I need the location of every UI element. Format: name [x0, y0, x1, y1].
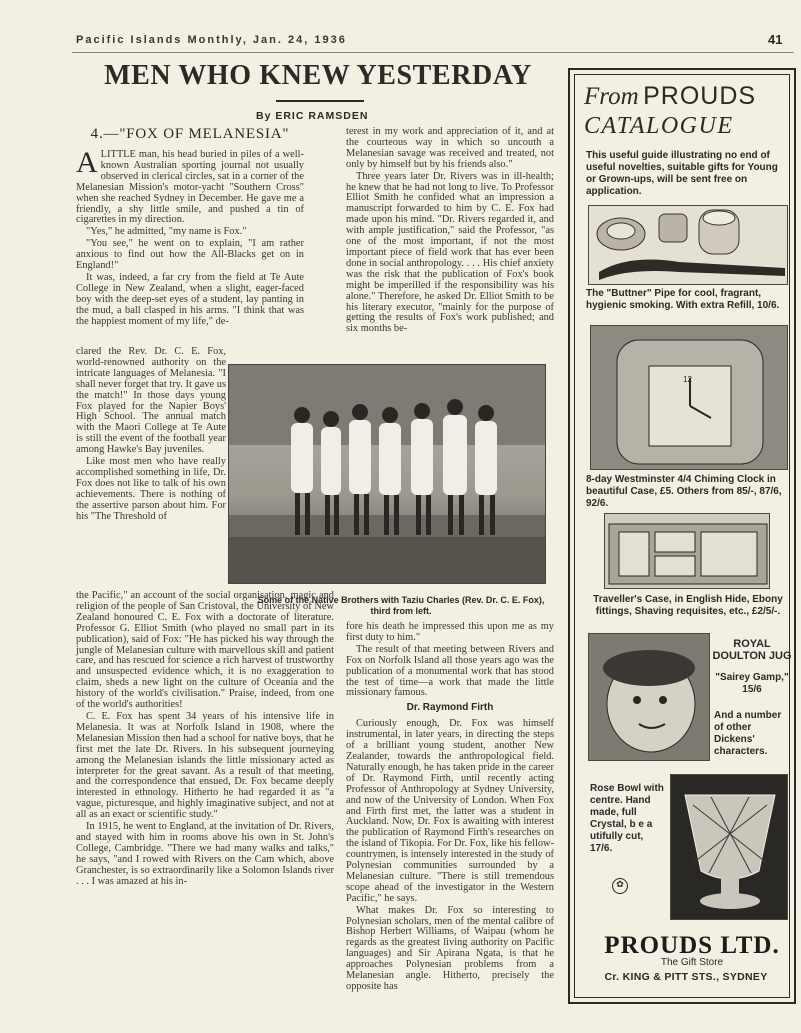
column-b-bottom [346, 622, 554, 994]
paragraph: ALITTLE man, his head buried in piles of a well-known Australian sporting journal not usually observed in clerical circles, sat in a corner of the Melanesian Mission's motor-yacht "Southern Cross" when she reached Sydney in December. He gave me a friendly, a shy little smile, and pushed a tin of cigarettes in my direction. [76, 146, 304, 226]
header-rule [72, 52, 794, 53]
clock-image [590, 325, 788, 470]
column-a-bottom [76, 591, 334, 888]
ad-jug-more: And a number of other Dickens' characters. [714, 710, 782, 757]
travellers-case-image [604, 513, 770, 589]
ad-pipe-text: The "Buttner" Pipe for cool, fragrant, hygienic smoking. With extra Refill, 10/6. [586, 288, 780, 311]
column-a-top [76, 146, 304, 329]
paragraph: What makes Dr. Fox so interesting to Polynesian scholars, men of the mental calibre of Bishop Herbert Williams, of Waipau (whom he regards as the greatest living authority on Pacific languages) and Sir Apirana Ngata, is that he approaches Polynesian problems from a Melanesian angle. Hitherto, precisely the opposite has [346, 904, 554, 992]
photo-caption: Some of the Native Brothers with Taziu Charles (Rev. Dr. C. E. Fox), third from left. [257, 595, 545, 616]
ad-title [584, 82, 792, 140]
running-head: Pacific Islands Monthly, Jan. 24, 1936 [76, 34, 347, 46]
article-headline: MEN WHO KNEW YESTERDAY [104, 60, 532, 91]
ad-intro: This useful guide illustrating no end of useful novelties, suitable gifts for Young or Grown-ups, will be sent free on application. [586, 150, 778, 197]
paragraph: fore his death he impressed this upon me as my first duty to him." [346, 621, 554, 643]
ad-catalogue: CATALOGUE [584, 113, 734, 139]
paragraph: Like most men who have really accomplished something in life, Dr. Fox does not like to talk of his own achievements. There is nothing of the assertive parson about him. For his "The Threshold of [76, 456, 226, 522]
company-name: PROUDS LTD. [604, 932, 780, 959]
pipe-image [588, 205, 788, 285]
gift-store-label: The Gift Store [660, 957, 724, 968]
ad-bowl-text: Rose Bowl with centre. Hand made, full Crystal, b e a utifully cut, 17/6. [590, 783, 664, 854]
section-heading: Dr. Raymond Firth [406, 702, 494, 714]
column-b-top [346, 127, 554, 336]
page-number: 41 [768, 32, 783, 47]
paragraph: In 1915, he went to England, at the invitation of Dr. Rivers, and stayed with him in rooms above his own in St. John's College, Cambridge. "There we had many walks and talks," he says, "and I rowed with Rivers on the Cam which, above Granchester, is so extraordinarily like a Solomon Islands river . . . I was amazed at his in- [76, 821, 334, 887]
paragraph: clared the Rev. Dr. C. E. Fox, world-renowned authority on the intricate languages of Melanesia. "I shall never forget that try. It gave us the match!" In those days young Fox played for the Napier Boys' High School. The annual match with the Maori College at Te Aute is still the event of the football year among Hawke's Bay juveniles. [76, 346, 226, 456]
native-brothers-photo [228, 364, 546, 584]
paragraph: The result of that meeting between Rivers and Fox on Norfolk Island all those years ago was the publication of a monumental work that has stood the test of time—a work that made the little missionary famous. [346, 643, 554, 699]
paragraph: C. E. Fox has spent 34 years of his intensive life in Melanesia. It was at Norfolk Island in 1908, where the Melanesian Mission then had a school for native boys, that he first met the late Dr. Rivers. In his subsequent journeying among the Melanesian islands the little missionary acted as interpreter for the great savant. As a result of that meeting, and the correspondence that ensued, Dr. Fox became deeply interested in ethnology. Hitherto he had regarded it as "a vague, picturesque, and highly imaginative subject, and not at all as an exact or scientific study." [76, 710, 334, 821]
ad-clock-text: 8-day Westminster 4/4 Chiming Clock in beautiful Case, £5. Others from 85/-, 87/6, 92/6. [586, 474, 782, 509]
rose-bowl-image [670, 774, 788, 920]
ad-jug-name: "Sairey Gamp," 15/6 [715, 672, 789, 695]
paragraph: the Pacific," an account of the social organisation, magic and religion of the people of San Cristoval, the University of New Zealand honoured C. E. Fox with a doctorate of literature. Professor G. Elliot Smith (who played no small part in its publication), said of Fox: "He has picked his way through the jungle of Melanesian culture with marvellous skill and patient care, and has rescued for science a rich harvest of trustworthy and unsuspected evidence which, it is no exaggeration to claim, sheds a new light on the culture of Oceania and the history of the world's civilisation." Praise, indeed, from one of the world's authorities! [76, 590, 334, 711]
ad-prouds: PROUDS [643, 82, 757, 110]
ad-from: From [584, 83, 639, 110]
column-a-wrap [76, 347, 226, 524]
paragraph: Curiously enough, Dr. Fox was himself instrumental, in later years, in directing the steps of a brilliant young student, another New Zealander, towards the anthropological field. Naturally enough, he has taken pride in the career of Dr. Raymond Firth, until recently acting Professor of Anthropology at Sydney University, and now of the University of London. When Fox and Firth first met, the latter was a student in Auckland. Now, Dr. Fox is awaiting with interest the publication of Raymond Firth's researches on the island of Tikopia. For Dr. Fox, like his fellow-countrymen, is intensely interested in the study of Polynesian communities surrounded by a Melanesian culture. "There is still tremendous scope ahead of the investigator in the Western Pacific," he says. [346, 718, 554, 904]
svg-text:12: 12 [683, 375, 692, 384]
paragraph: terest in my work and appreciation of it, and at the courteous way in which so uncouth a Melanesian savage was received and treated, not only by himself but by his friends also." [346, 126, 554, 170]
store-address: Cr. KING & PITT STS., SYDNEY [604, 971, 768, 983]
drop-cap: A [76, 146, 98, 179]
prouds-emblem-icon: ✿ [612, 878, 628, 894]
article-subhead: 4.—"FOX OF MELANESIA" [90, 126, 290, 142]
ad-jug-title: ROYAL DOULTON JUG [712, 638, 792, 662]
paragraph: "You see," he went on to explain, "I am rather anxious to find out how the All-Blacks get on in England!" [76, 238, 304, 272]
doulton-jug-image [588, 633, 710, 761]
paragraph: It was, indeed, a far cry from the field at Te Aute College in New Zealand, when a slight, eager-faced boy with the deep-set eyes of a student, lay panting in the mud, a ball clasped in his arms. "I think that was the happiest moment of my life," de- [76, 271, 304, 327]
ad-case-text: Traveller's Case, in English Hide, Ebony fittings, Shaving requisites, etc., £2/5/-. [593, 594, 783, 617]
paragraph: Three years later Dr. Rivers was in ill-health; he knew that he had not long to live. To Professor Elliot Smith he confided what an impression a manuscript forwarded to him by C. E. Fox had made upon his mind. "Dr. Rivers regarded it, and with ample justification," said the Professor, "as one of the most important, if not the most important piece of field work that has ever been done in social anthropology. . . . His chief anxiety was the risk that the publication of Fox's book might be imperilled if the responsibility was his alone." Therefore, he asked Dr. Elliot Smith to be his literary executor, "mainly for the purpose of getting the results of Fox's work published; and six months be- [346, 170, 554, 335]
byline: By ERIC RAMSDEN [256, 110, 369, 122]
paragraph: "Yes," he admitted, "my name is Fox." [86, 226, 247, 238]
photo-figures [229, 365, 546, 584]
headline-rule [276, 100, 364, 102]
